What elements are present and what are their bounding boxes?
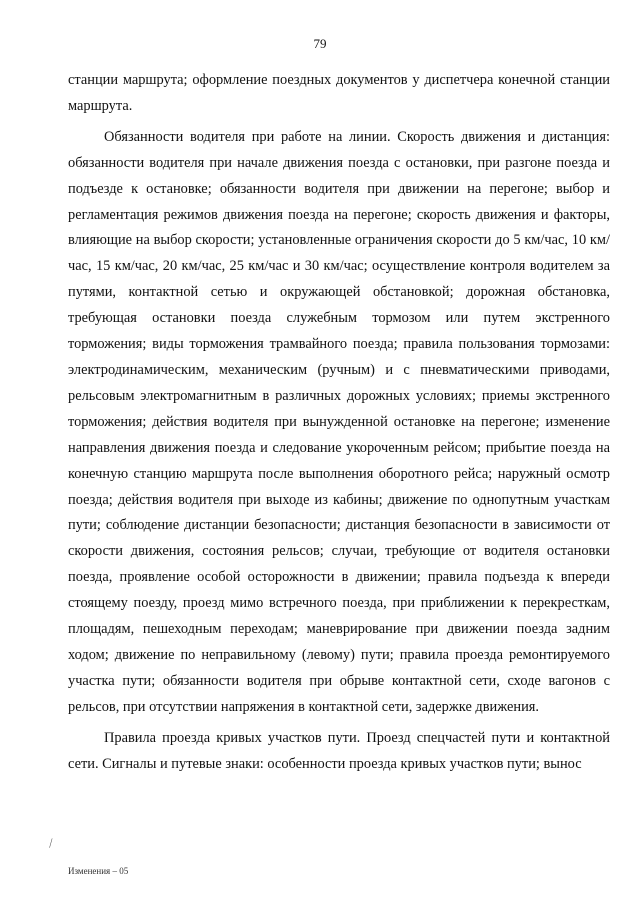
paragraph-driver-duties: Обязанности водителя при работе на линии. Скорость движения и дистанция: обязанности водителя при начале движения поезда с остановки, при разгоне поезда и подъезде к остановке; обязанности водителя при движении на перегоне; выбор и регламентация режимов движения поезда на перегоне; скорость движения и факторы, влияющие на выбор скорости; установленные ограничения скорости до 5 км/час, 10 км/час, 15 км/час, 20 км/час, 25 км/час и 30 км/час; осуществление контроля водителем за путями, контактной сетью и окружающей обстановкой; дорожная обстановка, требующая остановки поезда служебным тормозом или путем экстренного торможения; виды торможения трамвайного поезда; правила пользования тормозами: электродинамическим, механическим (ручным) и с пневматическими приводами, рельсовым электромагнитным в различных дорожных условиях; приемы экстренного торможения; действия водителя при вынужденной остановке на перегоне; изменение направления движения поезда и следование укороченным рейсом; прибытие поезда на конечную станцию маршрута после выполнения оборотного рейса; наружный осмотр поезда; действия водителя при выходе из кабины; движение по однопутным участкам пути; соблюдение дистанции безопасности; дистанция безопасности в зависимости от скорости движения, состояния рельсов; случаи, требующие от водителя остановки поезда, проявление особой осторожности в движении; правила подъезда к впереди стоящему поезду, проезд мимо встречного поезда, при приближении к перекресткам, площадям, пешеходным переходам; маневрирование при движении поезда задним ходом; движение по неправильному (левому) пути; правила проезда ремонтируемого участка пути; обязанности водителя при обрыве контактной сети, сходе вагонов с рельсов, при отсутствии напряжения в контактной сети, задержке движения. (68, 128, 610, 715)
paragraph-continuation: станции маршрута; оформление поездных документов у диспетчера конечной станции маршрута. (68, 72, 610, 114)
footer-revision: Изменения – 05 (68, 866, 129, 876)
body-text (68, 68, 610, 777)
pen-mark-icon: ⁄ (47, 836, 55, 850)
page-number: 79 (313, 36, 327, 51)
paragraph-curves: Правила проезда кривых участков пути. Проезд спецчастей пути и контактной сети. Сигналы и путевые знаки: особенности проезда кривых участков пути; вынос (68, 729, 610, 772)
